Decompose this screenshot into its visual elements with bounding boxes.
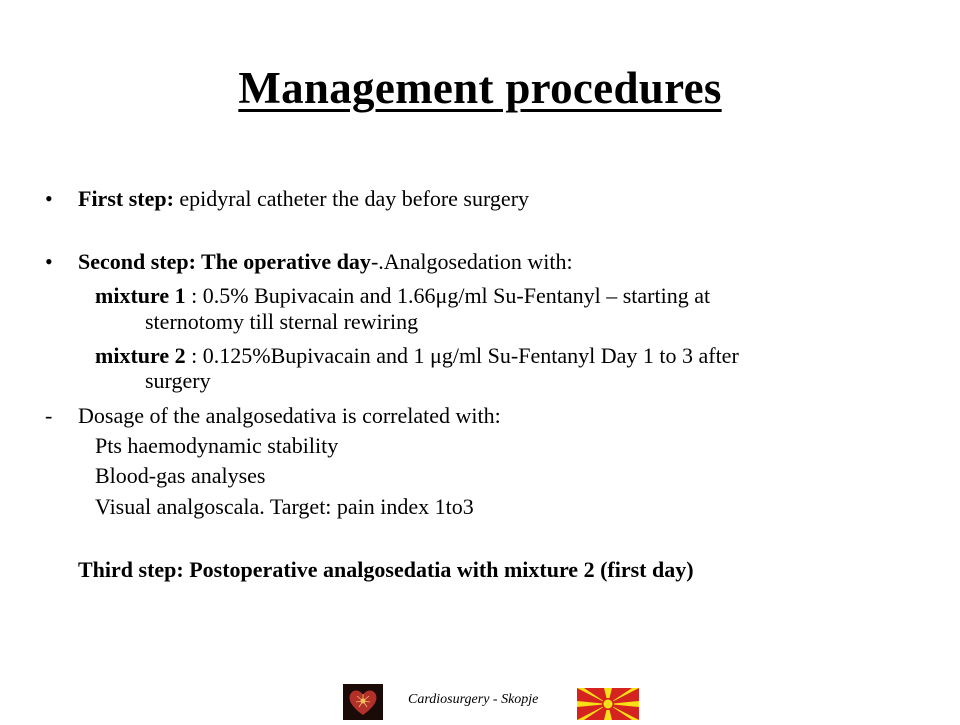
mixture1-line bbox=[95, 283, 710, 309]
mixture2-text: : 0.125%Bupivacain and 1 μg/ml Su-Fentanyl Day 1 to 3 after bbox=[185, 343, 739, 368]
macedonia-flag-icon bbox=[577, 688, 639, 720]
bullet-second-step: • bbox=[45, 249, 53, 274]
second-step-line bbox=[78, 249, 573, 275]
second-step-text: -.Analgosedation with: bbox=[370, 249, 573, 274]
first-step-line bbox=[78, 186, 529, 212]
bullet-first-step: • bbox=[45, 186, 53, 211]
dosage-item: Blood-gas analyses bbox=[95, 463, 266, 488]
mixture2-line2: surgery bbox=[145, 368, 211, 393]
dosage-item: Visual analgoscala. Target: pain index 1to3 bbox=[95, 494, 474, 519]
mixture1-label: mixture 1 bbox=[95, 283, 186, 308]
mixture2-line bbox=[95, 343, 739, 369]
mixture2-label: mixture 2 bbox=[95, 343, 186, 368]
first-step-label: First step: bbox=[78, 186, 174, 211]
first-step-text: epidyral catheter the day before surgery bbox=[173, 186, 530, 211]
dosage-dash: - bbox=[45, 403, 53, 428]
third-step-line bbox=[78, 557, 694, 583]
heart-logo-icon bbox=[343, 684, 383, 720]
third-step-text: Third step: Postoperative analgosedatia with mixture 2 (first day) bbox=[78, 557, 694, 582]
page-title: Management procedures bbox=[238, 63, 722, 113]
second-step-label: Second step: The operative day bbox=[78, 249, 371, 274]
dosage-item: Pts haemodynamic stability bbox=[95, 433, 339, 458]
footer-caption: Cardiosurgery - Skopje bbox=[408, 692, 539, 707]
dosage-line: Dosage of the analgosedativa is correlated with: bbox=[78, 403, 501, 428]
mixture1-line2: sternotomy till sternal rewiring bbox=[145, 309, 419, 334]
mixture1-text: : 0.5% Bupivacain and 1.66μg/ml Su-Fentanyl – starting at bbox=[185, 283, 711, 308]
